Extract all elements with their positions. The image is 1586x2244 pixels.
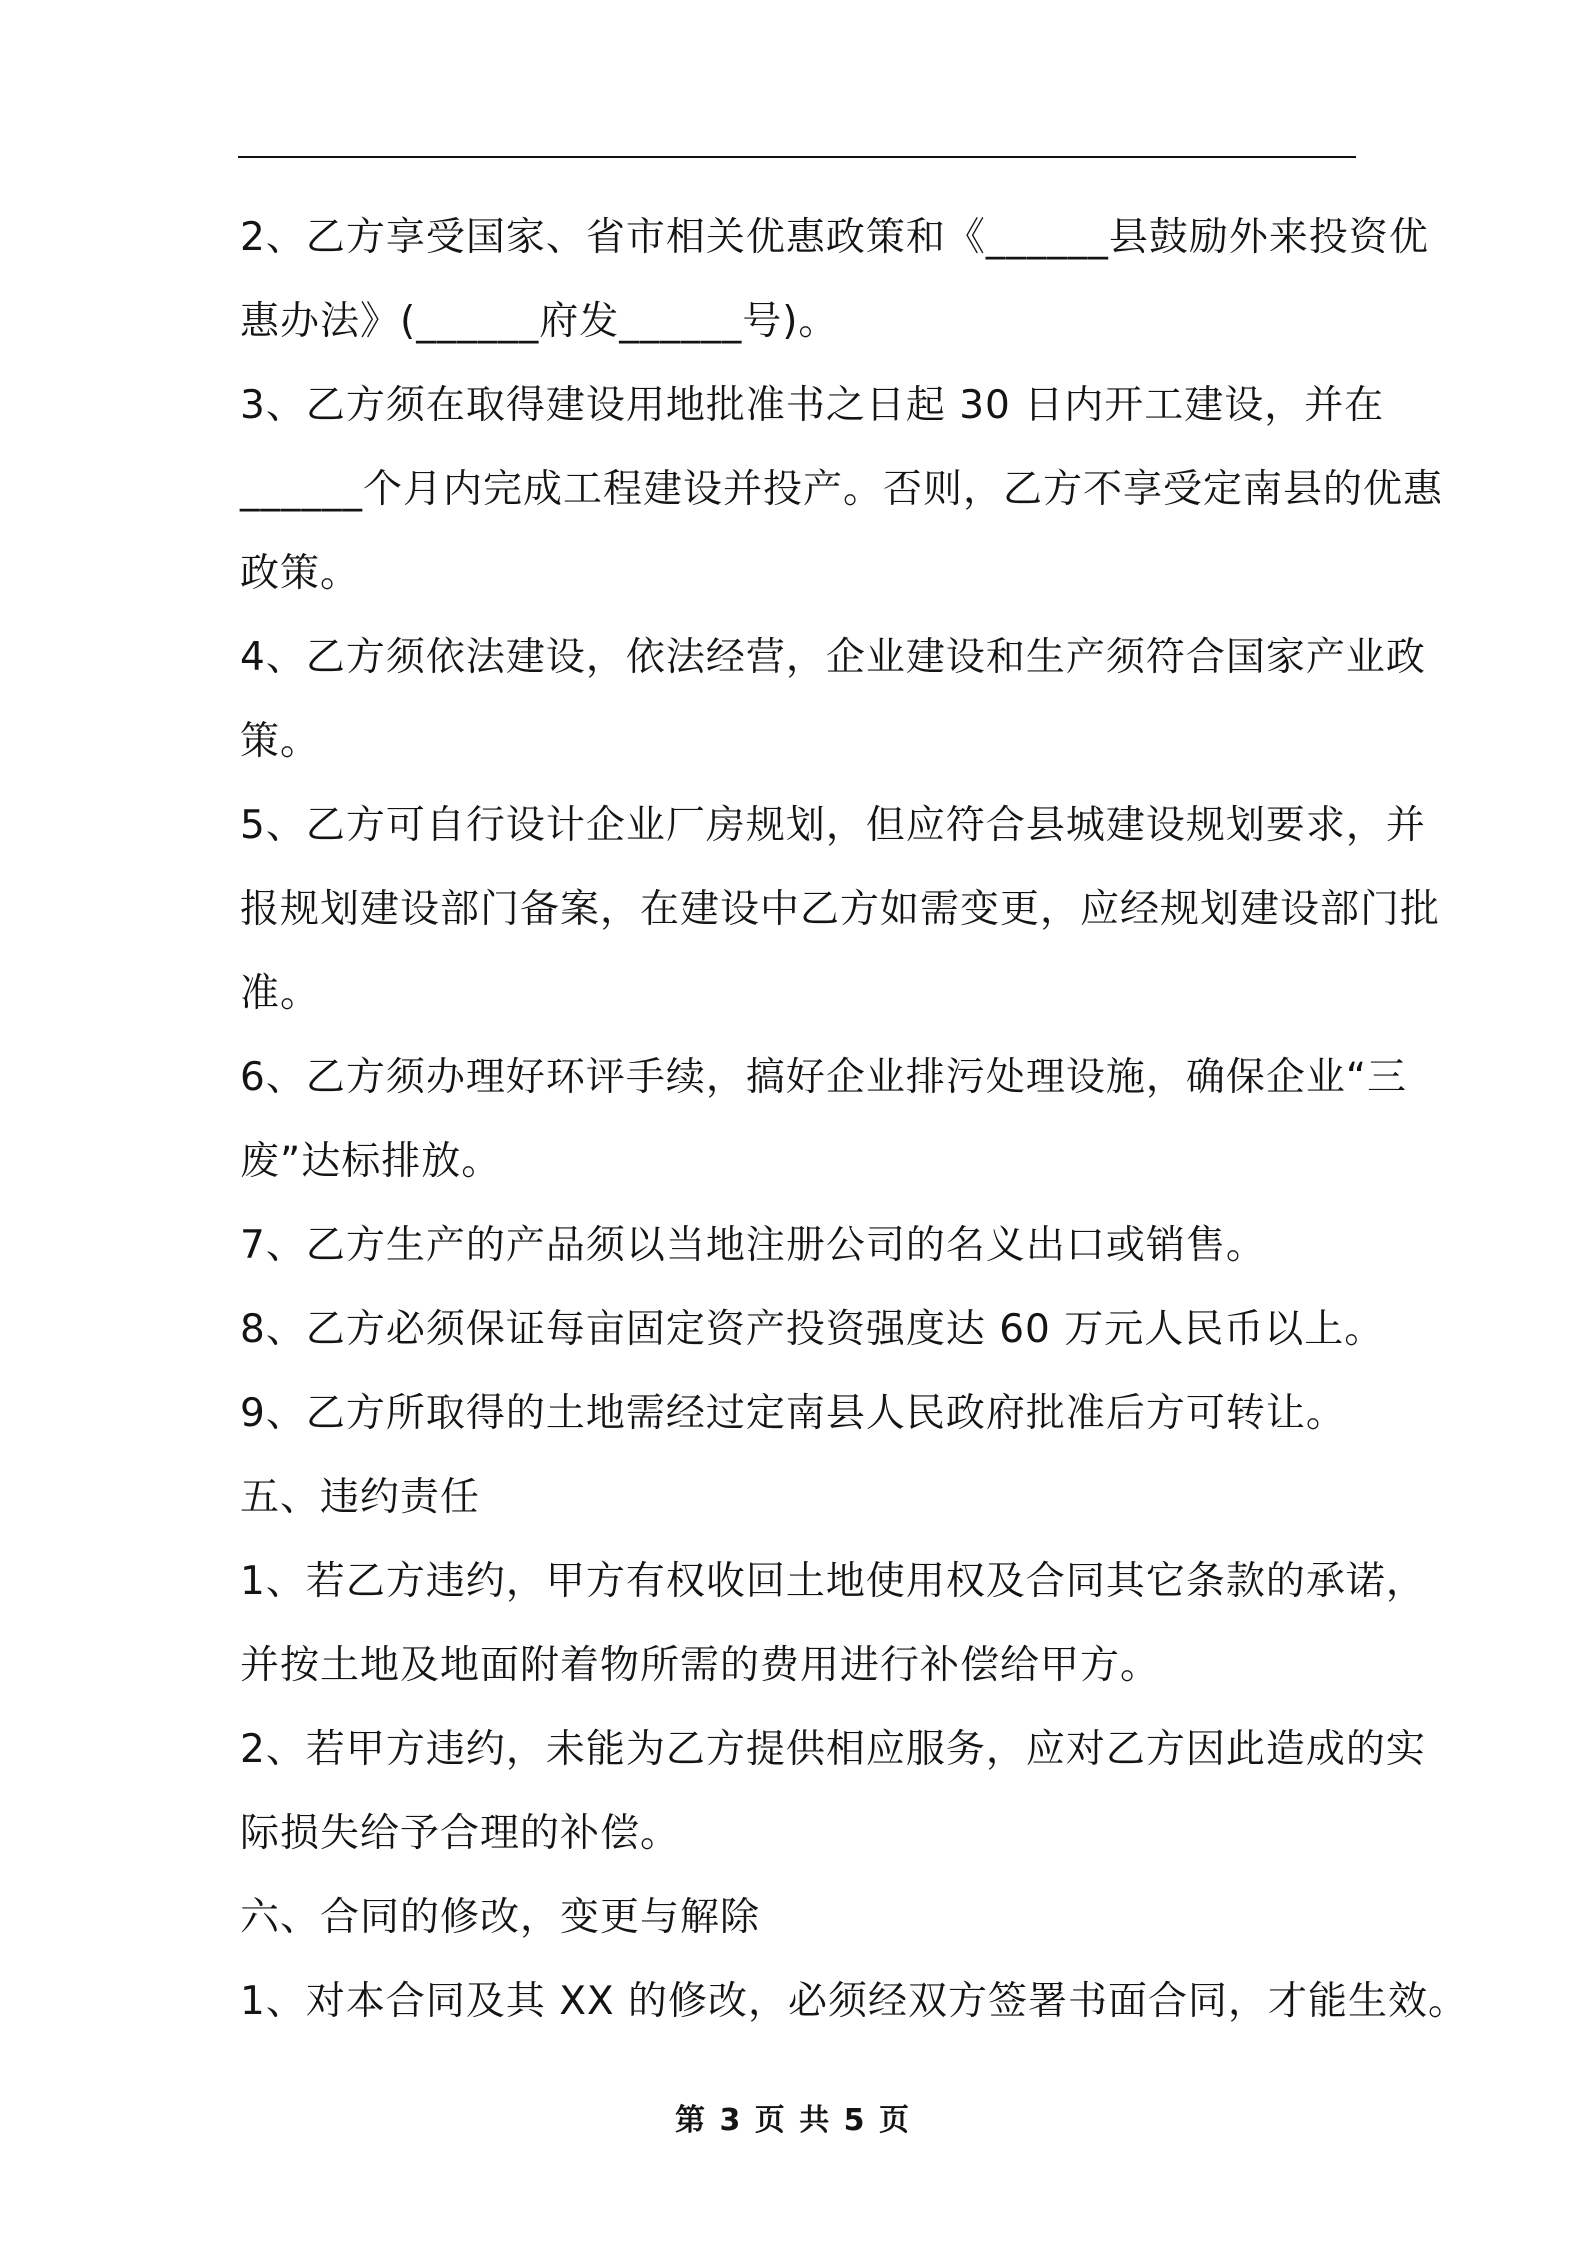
text-line: 报规划建设部门备案，在建设中乙方如需变更，应经规划建设部门批 [240,887,1441,932]
document-body [240,196,1469,2044]
text-line: 政策。 [240,551,361,596]
text-line: 8、乙方必须保证每亩固定资产投资强度达 60 万元人民币以上。 [240,1307,1385,1352]
text-line: 5、乙方可自行设计企业厂房规划，但应符合县城建设规划要求，并 [240,803,1426,848]
text-line: 6、乙方须办理好环评手续，搞好企业排污处理设施，确保企业“三 [240,1055,1408,1100]
text-line: 2、乙方享受国家、省市相关优惠政策和《______县鼓励外来投资优 [240,215,1429,260]
text-line: 1、对本合同及其 XX 的修改，必须经双方签署书面合同，才能生效。 [240,1979,1469,2024]
header-rule [238,156,1356,158]
document-text [240,196,1469,2044]
text-line: 策。 [240,719,321,764]
text-line: 1、若乙方违约，甲方有权收回土地使用权及合同其它条款的承诺， [240,1559,1426,1604]
text-line: 2、若甲方违约，未能为乙方提供相应服务，应对乙方因此造成的实 [240,1727,1426,1772]
text-line: 惠办法》(______府发______号)。 [240,299,839,344]
text-line: 7、乙方生产的产品须以当地注册公司的名义出口或销售。 [240,1223,1266,1268]
section-heading: 五、违约责任 [240,1475,481,1520]
text-line: ______个月内完成工程建设并投产。否则，乙方不享受定南县的优惠 [240,467,1444,512]
text-line: 4、乙方须依法建设，依法经营，企业建设和生产须符合国家产业政 [240,635,1426,680]
text-line: 际损失给予合理的补偿。 [240,1811,681,1856]
text-line: 准。 [240,971,321,1016]
section-heading: 六、合同的修改，变更与解除 [240,1895,761,1940]
text-line: 废”达标排放。 [240,1139,502,1184]
text-line: 3、乙方须在取得建设用地批准书之日起 30 日内开工建设，并在 [240,383,1385,428]
page-number-footer: 第 3 页 共 5 页 [675,2103,911,2138]
text-line: 9、乙方所取得的土地需经过定南县人民政府批准后方可转让。 [240,1391,1346,1436]
text-line: 并按土地及地面附着物所需的费用进行补偿给甲方。 [240,1643,1161,1688]
